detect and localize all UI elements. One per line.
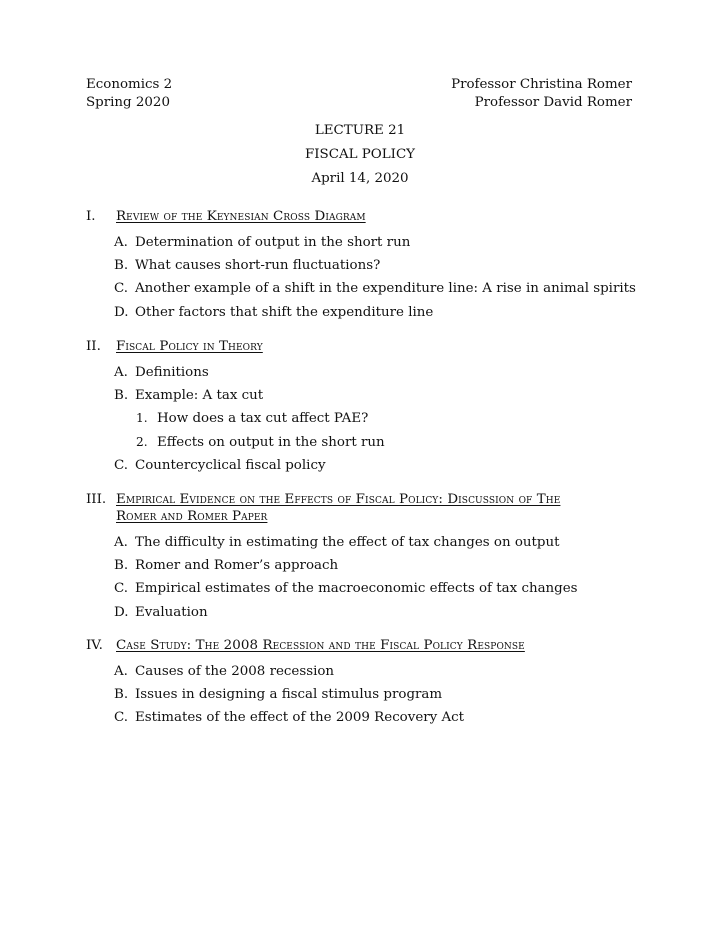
item-label: C. [114, 457, 129, 473]
item-label: A. [114, 365, 128, 380]
subitem-text: Effects on output in the short run [157, 434, 385, 450]
outline-item [86, 454, 646, 477]
outline-item [86, 601, 646, 624]
item-text: Estimates of the effect of the 2009 Recovery Act [135, 710, 465, 726]
section-number: I. [86, 209, 96, 224]
item-text: Evaluation [135, 604, 208, 620]
outline-item [86, 384, 646, 407]
item-text: Another example of a shift in the expenditure line: A rise in animal spirits [135, 281, 636, 297]
course-term: Spring 2020 [86, 95, 170, 110]
section-1 [86, 208, 646, 324]
section-items [86, 361, 646, 477]
item-text: Issues in designing a fiscal stimulus program [135, 687, 443, 703]
item-text: Determination of output in the short run [135, 235, 411, 250]
section-items [86, 531, 646, 624]
lecture-date: April 14, 2020 [311, 171, 409, 186]
outline-item [86, 577, 646, 600]
item-label: B. [114, 558, 129, 574]
outline-item [86, 660, 646, 683]
outline-subitem [86, 407, 646, 430]
item-label: B. [114, 388, 129, 404]
item-label: D. [114, 304, 129, 320]
item-text: Romer and Romer’s approach [135, 558, 339, 574]
item-label: A. [114, 664, 128, 679]
course-name: Economics 2 [86, 77, 173, 92]
item-text: Example: A tax cut [135, 388, 264, 404]
section-title-line-2: Romer and Romer Paper [116, 509, 268, 524]
outline-item [86, 554, 646, 577]
professor-1: Professor Christina Romer [451, 77, 632, 92]
outline-item [86, 683, 646, 706]
outline-item [86, 706, 646, 729]
outline-item [86, 277, 646, 300]
lecture-topic: FISCAL POLICY [304, 147, 416, 162]
lecture-number: LECTURE 21 [314, 123, 406, 138]
section-3 [86, 491, 646, 624]
item-text: Causes of the 2008 recession [135, 664, 335, 679]
section-heading [86, 338, 646, 355]
item-label: A. [114, 235, 128, 250]
section-items [86, 231, 646, 324]
section-heading [86, 637, 646, 654]
outline-subitem [86, 431, 646, 454]
item-label: B. [114, 687, 129, 703]
item-text: Definitions [135, 365, 209, 380]
item-text: What causes short-run fluctuations? [135, 258, 381, 274]
section-number: IV. [86, 638, 103, 653]
item-text: Empirical estimates of the macroeconomic effects of tax changes [135, 581, 578, 597]
item-label: A. [114, 535, 128, 550]
outline-item [86, 301, 646, 324]
item-label: B. [114, 258, 129, 274]
subitem-label: 2. [136, 434, 148, 449]
section-number: III. [86, 492, 107, 507]
header-right [451, 76, 632, 112]
item-label: C. [114, 281, 129, 297]
professor-2: Professor David Romer [474, 95, 632, 110]
subitem-label: 1. [136, 411, 148, 426]
section-title: Fiscal Policy in Theory [116, 339, 263, 354]
section-items [86, 660, 646, 730]
item-text: The difficulty in estimating the effect of tax changes on output [135, 535, 560, 550]
item-text: Countercyclical fiscal policy [135, 457, 326, 473]
section-2 [86, 338, 646, 477]
item-label: D. [114, 604, 129, 620]
section-4 [86, 637, 646, 730]
outline-item [86, 231, 646, 254]
item-label: C. [114, 581, 129, 597]
section-title: Review of the Keynesian Cross Diagram [116, 209, 366, 224]
section-title: Case Study: The 2008 Recession and the Fiscal Policy Response [116, 638, 525, 653]
item-label: C. [114, 710, 129, 726]
section-heading [86, 208, 646, 225]
header-left [86, 76, 172, 112]
section-title-line-1: Empirical Evidence on the Effects of Fiscal Policy: Discussion of The [116, 492, 561, 507]
subitem-text: How does a tax cut affect PAE? [157, 411, 369, 427]
outline-item [86, 254, 646, 277]
section-heading [86, 491, 646, 525]
item-text: Other factors that shift the expenditure line [135, 304, 434, 320]
section-number: II. [86, 339, 101, 354]
outline-item [86, 361, 646, 384]
outline-item [86, 531, 646, 554]
